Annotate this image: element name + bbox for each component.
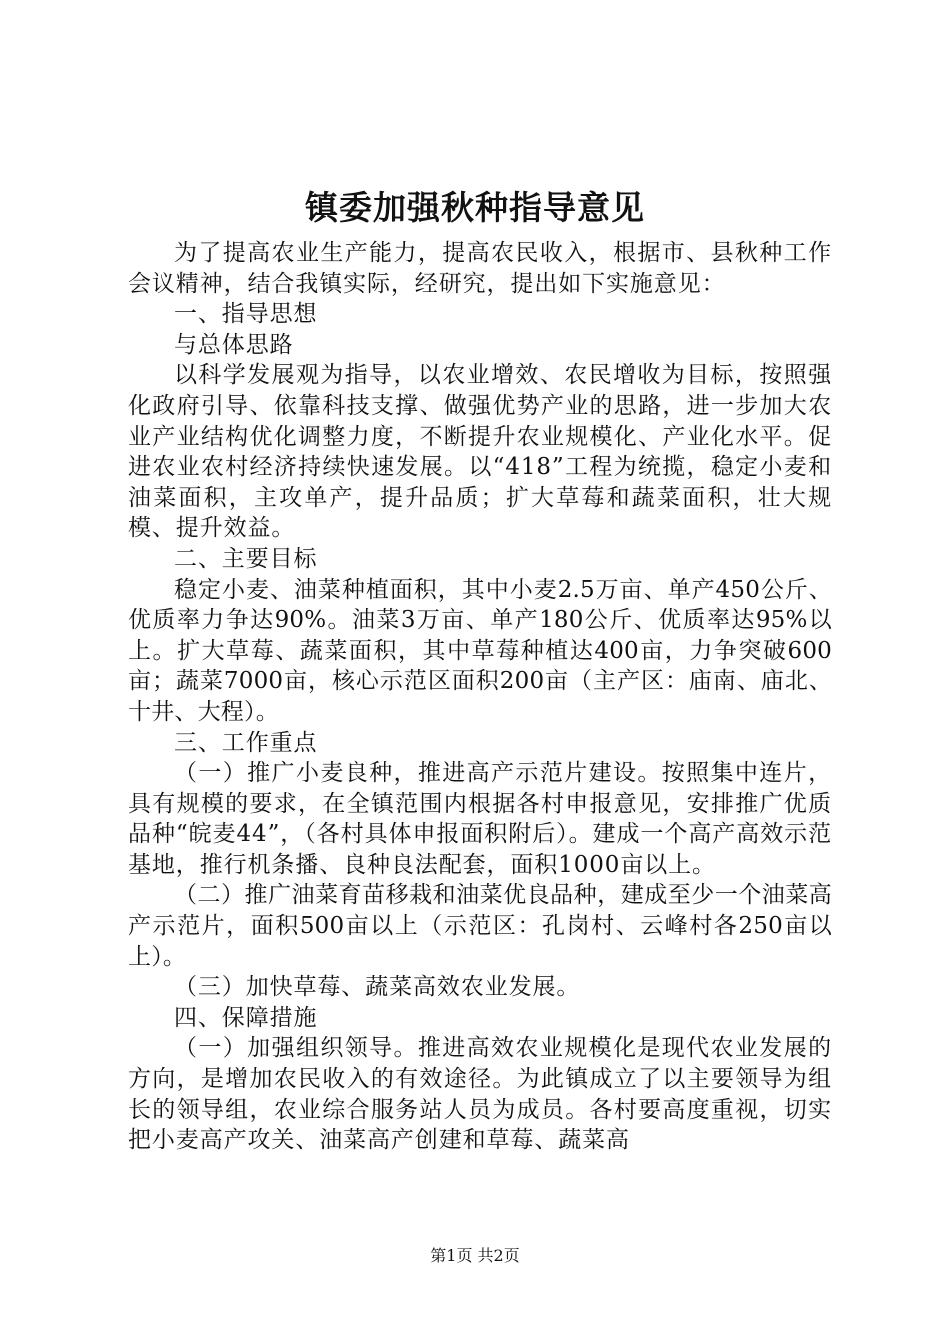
document-body <box>128 238 832 1156</box>
page-footer: 第1页 共2页 <box>430 1246 520 1265</box>
paragraph-work-focus-2: （二）推广油菜育苗移栽和油菜优良品种，建成至少一个油菜高产示范片，面积500亩以上（示范区：孔岗村、云峰村各250亩以上）。 <box>128 882 832 970</box>
paragraph-work-focus-3: （三）加快草莓、蔬菜高效农业发展。 <box>174 974 581 1001</box>
paragraph-guiding-ideology: 以科学发展观为指导，以农业增效、农民增收为目标，按照强化政府引导、依靠科技支撑、做强优势产业的思路，进一步加大农业产业结构优化调整力度，不断提升农业规模化、产业化水平。促进农业农村经济持续快速发展。以“418”工程为统揽，稳定小麦和油菜面积，主攻单产，提升品质；扩大草莓和蔬菜面积，壮大规模、提升效益。 <box>128 362 832 542</box>
heading-main-goals: 二、主要目标 <box>174 545 318 572</box>
paragraph-work-focus-1: （一）推广小麦良种，推进高产示范片建设。按照集中连片，具有规模的要求，在全镇范围内根据各村申报意见，安排推广优质品种“皖麦44”，（各村具体申报面积附后）。建成一个高产高效示范基地，推行机条播、良种良法配套，面积1000亩以上。 <box>128 760 832 878</box>
heading-safeguards: 四、保障措施 <box>174 1004 318 1031</box>
paragraph-intro: 为了提高农业生产能力，提高农民收入，根据市、县秋种工作会议精神，结合我镇实际，经研究，提出如下实施意见： <box>128 240 832 297</box>
heading-overall-approach: 与总体思路 <box>174 331 294 358</box>
document-title: 镇委加强秋种指导意见 <box>305 188 645 227</box>
heading-work-focus: 三、工作重点 <box>174 729 318 756</box>
heading-guiding-ideology: 一、指导思想 <box>174 301 318 328</box>
paragraph-safeguards-1: （一）加强组织领导。推进高效农业规模化是现代农业发展的方向，是增加农民收入的有效途径。为此镇成立了以主要领导为组长的领导组，农业综合服务站人员为成员。各村要高度重视，切实把小麦高产攻关、油菜高产创建和草莓、蔬菜高 <box>128 1035 832 1154</box>
paragraph-main-goals: 稳定小麦、油菜种植面积，其中小麦2.5万亩、单产450公斤、优质率力争达90%。油菜3万亩、单产180公斤、优质率达95%以上。扩大草莓、蔬菜面积，其中草莓种植达400亩，力争突破600亩；蔬菜7000亩，核心示范区面积200亩（主产区：庙南、庙北、十井、大程）。 <box>128 576 832 725</box>
